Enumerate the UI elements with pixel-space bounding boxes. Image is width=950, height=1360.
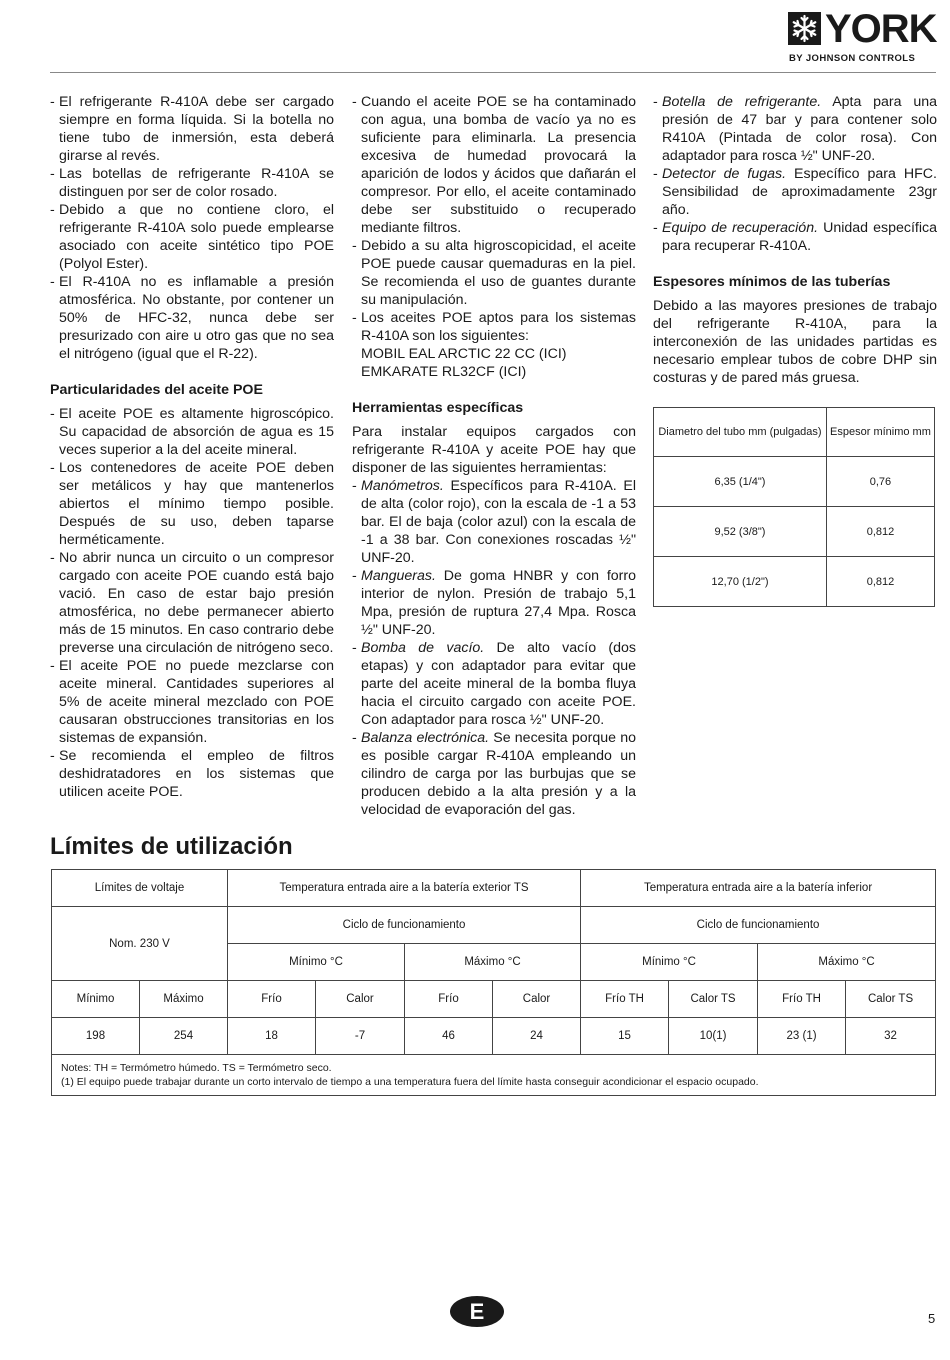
- language-badge: E: [450, 1296, 504, 1327]
- tool-name: Balanza electrónica.: [361, 730, 490, 746]
- table-header: Máximo °C: [405, 944, 581, 981]
- tool-text: Específicos para R-410A. El de alta (color rojo), con la escala de -1 a 53 bar. El de baja (color azul) con la escala de -1 a 38 bar. Con conexiones roscadas ½" UNF-20.: [361, 478, 636, 566]
- table-notes: [52, 1055, 936, 1096]
- list-item: - El refrigerante R-410A debe ser cargado siempre en forma líquida. Si la botella no tiene tubo de inmersión, esta deberá girarse al revés.: [50, 93, 334, 165]
- table-header: Mínimo °C: [581, 944, 758, 981]
- tool-name: Mangueras.: [361, 568, 436, 584]
- tool-text: Se necesita porque no es posible cargar R-410A empleando un cilindro de carga por las burbujas que se producen debido a la alta presión y a la velocidad de evaporación del gas.: [361, 730, 637, 818]
- limits-table: [51, 869, 936, 1096]
- oil-name: EMKARATE RL32CF (ICI): [361, 364, 527, 380]
- table-row: [52, 981, 936, 1018]
- list-item: [352, 729, 636, 819]
- oil-name: MOBIL EAL ARCTIC 22 CC (ICI): [361, 346, 567, 362]
- table-header: Frío TH: [758, 981, 846, 1018]
- list-item: [352, 567, 636, 639]
- table-cell: 12,70 (1/2"): [654, 557, 827, 607]
- list-item: - El aceite POE no puede mezclarse con aceite mineral. Cantidades superiores al 5% de aceite mineral mezclado con POE causaran obstrucciones transitorias en los sistemas de expansión.: [50, 657, 334, 747]
- list-item: - Se recomienda el empleo de filtros deshidratadores en los sistemas que utilicen aceite POE.: [50, 747, 334, 801]
- table-header: Calor: [493, 981, 581, 1018]
- list-item: [352, 309, 636, 381]
- table-header: Ciclo de funcionamiento: [581, 907, 936, 944]
- section-title: Límites de utilización: [50, 833, 293, 860]
- table-header: Ciclo de funcionamiento: [228, 907, 581, 944]
- table-cell: 24: [493, 1018, 581, 1055]
- table-cell: 9,52 (3/8"): [654, 507, 827, 557]
- table-cell: 15: [581, 1018, 669, 1055]
- table-cell: -7: [316, 1018, 405, 1055]
- snowflake-icon: [788, 12, 821, 45]
- list-item: - No abrir nunca un circuito o un compresor cargado con aceite POE cuando está bajo vació. En caso de estar bajo presión atmosférica, no debe permanecer abierto más de 15 minutos. En caso contrario debe preverse una circulación de nitrógeno seco.: [50, 549, 334, 657]
- pipes-heading: Espesores mínimos de las tuberías: [653, 274, 891, 290]
- table-header: Frío: [405, 981, 493, 1018]
- tool-text: Apta para una presión de 47 bar y para contener solo R410A (Pintada de color rosa). Con adaptador para rosca ½" UNF-20.: [662, 94, 937, 164]
- table-cell: 254: [140, 1018, 228, 1055]
- brand-name: YORK: [825, 7, 937, 51]
- table-header: Máximo: [140, 981, 228, 1018]
- table-header: Máximo °C: [758, 944, 936, 981]
- table-header: Temperatura entrada aire a la batería inferior: [581, 870, 936, 907]
- list-item: - Debido a su alta higroscopicidad, el aceite POE puede causar quemaduras en la piel. Se recomienda el uso de guantes durante su manipulación.: [352, 237, 636, 309]
- tool-text: De alto vacío (dos etapas) y con adaptador para evitar que parte del aceite mineral de la bomba fluya hacia el circuito cargado con aceite POE. Con adaptador para rosca ½" UNF-20.: [361, 640, 636, 728]
- pipes-paragraph: Debido a las mayores presiones de trabajo del refrigerante R-410A, para la interconexión de las unidades partidas es necesario emplear tubos de cobre DHP sin costuras y de pared más gruesa.: [653, 298, 937, 386]
- table-cell: 10(1): [669, 1018, 758, 1055]
- table-cell: 198: [52, 1018, 140, 1055]
- table-row: [52, 907, 936, 944]
- text-column-2: [352, 93, 636, 819]
- table-cell: 0,812: [826, 507, 934, 557]
- table-row: [654, 557, 935, 607]
- table-header-row: [654, 408, 935, 457]
- table-row: [52, 1055, 936, 1096]
- table-header: Calor TS: [846, 981, 936, 1018]
- list-item: [653, 219, 937, 255]
- tool-name: Manómetros.: [361, 478, 444, 494]
- table-cell: Nom. 230 V: [52, 907, 228, 981]
- tool-name: Equipo de recuperación.: [662, 220, 819, 236]
- tool-text: De goma HNBR y con forro interior de nylon. Presión de trabajo 5,1 Mpa, presión de ruptura 27,4 Mpa. Rosca ½" UNF-20.: [361, 568, 636, 638]
- table-header: Calor: [316, 981, 405, 1018]
- table-row: [654, 507, 935, 557]
- poe-heading: Particularidades del aceite POE: [50, 382, 263, 398]
- list-item: - Las botellas de refrigerante R-410A se distinguen por ser de color rosado.: [50, 165, 334, 201]
- table-cell: 0,76: [826, 457, 934, 507]
- note-line: (1) El equipo puede trabajar durante un corto intervalo de tiempo a una temperatura fuera del límite hasta conseguir acondicionar el espacio ocupado.: [61, 1076, 759, 1088]
- page-number: 5: [928, 1311, 936, 1326]
- list-item: - Debido a que no contiene cloro, el refrigerante R-410A solo puede emplearse asociado con aceite sintético tipo POE (Polyol Ester).: [50, 201, 334, 273]
- header-divider: [50, 72, 936, 73]
- list-item-text: Los aceites POE aptos para los sistemas R-410A son los siguientes:: [361, 310, 636, 344]
- table-cell: 0,812: [826, 557, 934, 607]
- table-header: Frío: [228, 981, 316, 1018]
- table-header: Temperatura entrada aire a la batería exterior TS: [228, 870, 581, 907]
- table-cell: 32: [846, 1018, 936, 1055]
- table-row: [52, 870, 936, 907]
- table-header: Frío TH: [581, 981, 669, 1018]
- table-row: [52, 1018, 936, 1055]
- table-header: Diametro del tubo mm (pulgadas): [654, 408, 827, 457]
- table-header: Límites de voltaje: [52, 870, 228, 907]
- poe-list-continued: [352, 93, 636, 381]
- tube-thickness-table: [653, 407, 935, 607]
- table-header: Calor TS: [669, 981, 758, 1018]
- tools-list: [352, 477, 636, 819]
- table-cell: 23 (1): [758, 1018, 846, 1055]
- list-item: - El R-410A no es inflamable a presión atmosférica. No obstante, por contener un 50% de HFC-32, nunca debe ser presurizado con aire u otro gas que no sea el nitrógeno (igual que el R-22).: [50, 273, 334, 363]
- brand-subtitle: BY JOHNSON CONTROLS: [789, 53, 916, 64]
- tool-text: Unidad específica para recuperar R-410A.: [662, 220, 937, 254]
- table-row: [654, 457, 935, 507]
- york-logo: [788, 7, 937, 64]
- tool-name: Detector de fugas.: [662, 166, 787, 182]
- table-cell: 46: [405, 1018, 493, 1055]
- list-item: [352, 639, 636, 729]
- tool-name: Bomba de vacío.: [361, 640, 485, 656]
- list-item: - Los contenedores de aceite POE deben ser metálicos y hay que mantenerlos abiertos el mínimo tiempo posible. Después de su uso, deben taparse herméticamente.: [50, 459, 334, 549]
- table-header: Espesor mínimo mm: [826, 408, 934, 457]
- poe-list: [50, 405, 334, 801]
- refrigerant-list: [50, 93, 334, 363]
- note-line: Notes: TH = Termómetro húmedo. TS = Termómetro seco.: [61, 1062, 332, 1074]
- table-header: Mínimo °C: [228, 944, 405, 981]
- list-item: - El aceite POE es altamente higroscópico. Su capacidad de absorción de agua es 15 veces superior a la del aceite mineral.: [50, 405, 334, 459]
- list-item: [653, 93, 937, 165]
- tool-text: Específico para HFC. Sensibilidad de aproximadamente 23gr año.: [662, 166, 937, 218]
- text-column-3: [653, 93, 937, 387]
- table-cell: 6,35 (1/4"): [654, 457, 827, 507]
- table-cell: 18: [228, 1018, 316, 1055]
- tools-list-continued: [653, 93, 937, 255]
- table-header: Mínimo: [52, 981, 140, 1018]
- tools-heading: Herramientas específicas: [352, 400, 524, 416]
- list-item: - Cuando el aceite POE se ha contaminado con agua, una bomba de vacío ya no es suficiente para eliminarla. La presencia excesiva de humedad provocará la aparición de lodos y ácidos que dañarán el compresor. Por ello, el aceite contaminado debe ser substituido o recuperado mediante filtros.: [352, 93, 636, 237]
- list-item: [653, 165, 937, 219]
- text-column-1: [50, 93, 334, 801]
- list-item: [352, 477, 636, 567]
- tools-intro: Para instalar equipos cargados con refrigerante R-410A y aceite POE hay que disponer de las siguientes herramientas:: [352, 424, 636, 476]
- tool-name: Botella de refrigerante.: [662, 94, 822, 110]
